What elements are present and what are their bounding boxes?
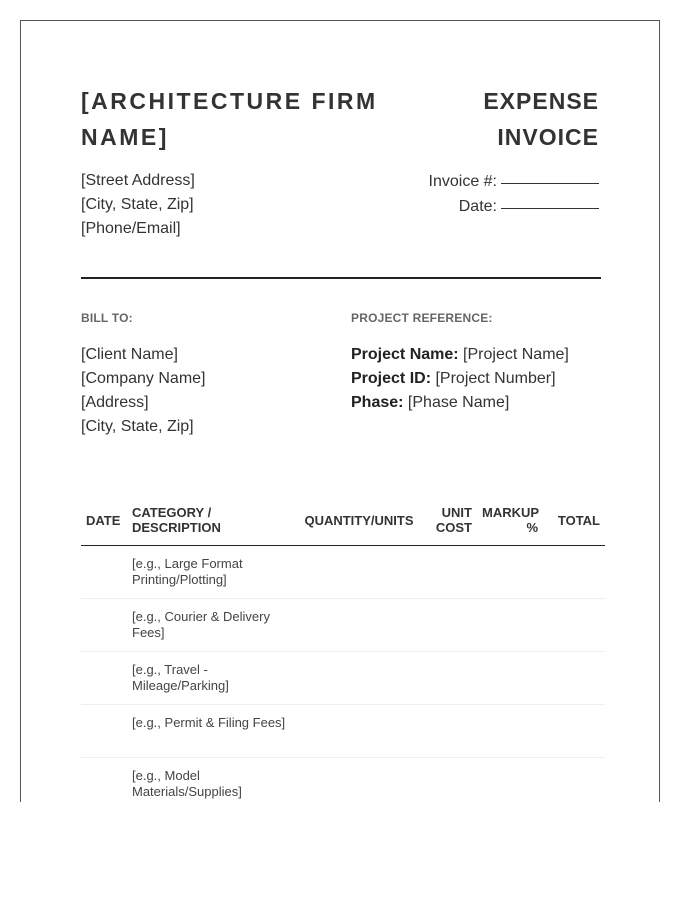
bill-to-label: BILL TO: xyxy=(81,311,133,325)
cell-unit-cost[interactable] xyxy=(421,652,477,705)
table-row xyxy=(81,599,605,652)
firm-city: [City, State, Zip] xyxy=(81,196,194,213)
project-id-value: [Project Number] xyxy=(435,370,556,387)
cell-quantity[interactable] xyxy=(297,705,421,758)
cell-unit-cost[interactable] xyxy=(421,599,477,652)
cell-total[interactable] xyxy=(543,758,605,803)
cell-markup[interactable] xyxy=(477,652,543,705)
cell-date[interactable] xyxy=(81,705,127,758)
firm-contact: [Phone/Email] xyxy=(81,220,181,237)
cell-category[interactable]: [e.g., Travel - Mileage/Parking] xyxy=(127,652,297,705)
project-reference-label: PROJECT REFERENCE: xyxy=(351,311,493,325)
project-name-value: [Project Name] xyxy=(463,346,569,363)
firm-address xyxy=(81,169,195,241)
table-row xyxy=(81,652,605,705)
cell-markup[interactable] xyxy=(477,546,543,599)
project-name-label: Project Name: xyxy=(351,346,459,363)
project-id-row xyxy=(351,367,569,391)
cell-markup[interactable] xyxy=(477,758,543,803)
cell-date[interactable] xyxy=(81,758,127,803)
invoice-number-blank[interactable] xyxy=(501,167,599,184)
cell-total[interactable] xyxy=(543,652,605,705)
cell-total[interactable] xyxy=(543,705,605,758)
expense-table-header xyxy=(81,499,605,546)
header-date: DATE xyxy=(81,499,127,546)
bill-to-block xyxy=(81,343,206,439)
cell-category[interactable]: [e.g., Permit & Filing Fees] xyxy=(127,705,297,758)
cell-date[interactable] xyxy=(81,599,127,652)
invoice-number-label: Invoice #: xyxy=(428,173,497,190)
project-id-label: Project ID: xyxy=(351,370,432,387)
cell-date[interactable] xyxy=(81,652,127,705)
cell-quantity[interactable] xyxy=(297,652,421,705)
cell-markup[interactable] xyxy=(477,599,543,652)
cell-category[interactable]: [e.g., Courier & Delivery Fees] xyxy=(127,599,297,652)
cell-unit-cost[interactable] xyxy=(421,758,477,803)
invoice-date-row xyxy=(359,194,599,219)
project-phase-value: [Phase Name] xyxy=(407,394,510,411)
project-phase-row xyxy=(351,391,569,415)
cell-quantity[interactable] xyxy=(297,546,421,599)
cell-unit-cost[interactable] xyxy=(421,705,477,758)
cell-date[interactable] xyxy=(81,546,127,599)
cell-category[interactable]: [e.g., Large Format Printing/Plotting] xyxy=(127,546,297,599)
table-row xyxy=(81,705,605,758)
header-markup: MARKUP % xyxy=(477,499,543,546)
expense-table xyxy=(81,499,605,802)
invoice-date-label: Date: xyxy=(458,198,497,215)
project-reference-block xyxy=(351,343,569,415)
client-city: [City, State, Zip] xyxy=(81,418,194,435)
project-name-row xyxy=(351,343,569,367)
invoice-page xyxy=(20,20,660,802)
invoice-meta xyxy=(359,169,599,219)
client-name: [Client Name] xyxy=(81,346,178,363)
document-title-line1: EXPENSE xyxy=(483,88,599,114)
document-title xyxy=(399,83,599,155)
header-divider xyxy=(81,277,601,279)
cell-category[interactable]: [e.g., Model Materials/Supplies] xyxy=(127,758,297,803)
header-category: CATEGORY / DESCRIPTION xyxy=(127,499,297,546)
table-row xyxy=(81,546,605,599)
cell-markup[interactable] xyxy=(477,705,543,758)
cell-total[interactable] xyxy=(543,546,605,599)
table-row xyxy=(81,758,605,803)
header-unit-cost: UNIT COST xyxy=(421,499,477,546)
cell-quantity[interactable] xyxy=(297,599,421,652)
firm-street: [Street Address] xyxy=(81,172,195,189)
firm-name: [ARCHITECTURE FIRM NAME] xyxy=(81,88,378,150)
client-address: [Address] xyxy=(81,394,149,411)
project-phase-label: Phase: xyxy=(351,394,404,411)
document-title-line2: INVOICE xyxy=(497,124,599,150)
invoice-number-row xyxy=(359,169,599,194)
header-quantity: QUANTITY/UNITS xyxy=(297,499,421,546)
cell-unit-cost[interactable] xyxy=(421,546,477,599)
invoice-date-blank[interactable] xyxy=(501,192,599,209)
company-name: [Company Name] xyxy=(81,370,206,387)
header-total: TOTAL xyxy=(543,499,605,546)
cell-quantity[interactable] xyxy=(297,758,421,803)
cell-total[interactable] xyxy=(543,599,605,652)
